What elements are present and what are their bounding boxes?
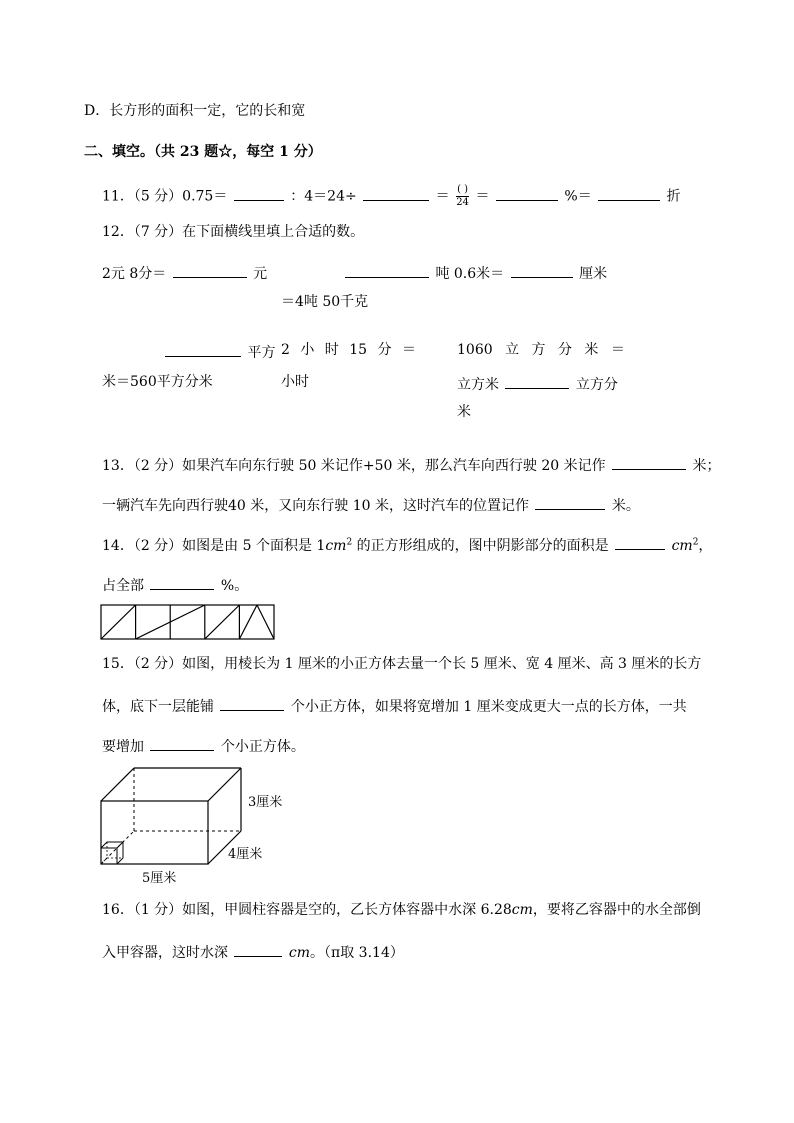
q11-blank-3[interactable] (496, 186, 558, 201)
q14-line2 (102, 575, 248, 594)
q11-fraction (456, 184, 469, 209)
q12-b-unit: 吨 0.6米＝ (435, 266, 505, 282)
q12-blank-b[interactable] (345, 263, 429, 278)
q11-blank-1[interactable] (234, 186, 284, 201)
q16-line2-a: 入甲容器，这时水深 (102, 945, 228, 961)
q13-line1-a: 13．（2 分）如果汽车向东行驶 50 米记作+50 米，那么汽车向西行驶 20 米记作 (102, 458, 606, 474)
q12-d-tail: 平方 (247, 345, 276, 361)
q15-line2 (102, 696, 687, 715)
q13-line1-b: 米； (692, 458, 721, 474)
option-d: D．长方形的面积一定，它的长和宽 (84, 103, 306, 119)
q11-colon: ：4＝24÷ (290, 188, 357, 205)
q12-f-line3: 米 (457, 404, 471, 420)
q12-e-text: 2 小 时 15 分 ＝ (281, 342, 416, 358)
q16-blank-1[interactable] (234, 942, 282, 957)
q11-blank-4[interactable] (598, 186, 660, 201)
q15-label-height: 3厘米 (248, 795, 283, 810)
q16-line1 (102, 902, 701, 918)
q14-line2-b: %。 (220, 578, 249, 594)
q12-row-a (102, 263, 267, 282)
q16-line1-a: 16．（1 分）如图，甲圆柱容器是空的，乙长方体容器中水深 6.28 (102, 902, 512, 918)
q11-frac-den: 24 (456, 197, 469, 208)
q15-cuboid-figure (96, 764, 306, 889)
q14-line1-c: ， (698, 538, 713, 554)
q11-frac-num: ( ) (457, 184, 469, 195)
q15-line2-a: 体，底下一层能铺 (102, 699, 214, 715)
q12-row-d (163, 342, 275, 361)
q15-label-length: 5厘米 (142, 871, 177, 886)
q13-line1 (102, 455, 721, 474)
q11-zhe: 折 (666, 188, 681, 205)
q12-a-unit: 元 (253, 266, 268, 282)
q14-squares-figure (100, 604, 278, 642)
q12-b-line2: ＝4吨 50千克 (281, 294, 369, 310)
q13-blank-2[interactable] (535, 495, 605, 510)
q12-row-b (343, 263, 607, 282)
q12-c-unit: 厘米 (579, 266, 608, 282)
q12-f-text: 1060 立 方 分 米 ＝ (457, 342, 625, 358)
q16-unit-2: cm (288, 945, 311, 961)
q12-f-unit: 立方分 (575, 377, 618, 393)
q13-line2-b: 米。 (611, 498, 640, 514)
q14-line1-b: 的正方形组成的，图中阴影部分的面积是 (356, 538, 609, 554)
q15-blank-2[interactable] (150, 736, 214, 751)
q16-line1-b: ，要将乙容器中的水全部倒 (532, 902, 701, 918)
q14-line1: 14．（2 分）如图是由 5 个面积是 $1cm^2$ 的正方形组成的，图中阴影部分的面积是 $cm^2$， (102, 535, 712, 554)
q15-line1: 15．（2 分）如图，用棱长为 1 厘米的小正方体去量一个长 5 厘米、宽 4 厘米、高 3 厘米的长方 (102, 656, 702, 672)
q14-blank-1[interactable] (615, 535, 665, 550)
q13-line2 (102, 495, 640, 514)
question-11 (102, 184, 681, 209)
q14-unit-1: cm (325, 538, 347, 554)
q16-line2 (102, 942, 404, 961)
q15-label-width: 4厘米 (228, 847, 263, 862)
q12-blank-d[interactable] (165, 342, 241, 357)
q12-d-line2: 米＝560平方分米 (102, 374, 213, 390)
q12-e-line2: 小时 (281, 374, 309, 390)
q15-line3 (102, 736, 305, 755)
q16-unit-1: cm (511, 902, 533, 918)
q11-prefix: 11．（5 分）0.75＝ (102, 188, 228, 205)
q15-line2-b: 个小正方体，如果将宽增加 1 厘米变成更大一点的长方体，一共 (290, 699, 687, 715)
q14-line2-a: 占全部 (102, 578, 144, 594)
q12-title: 12．（7 分）在下面横线里填上合适的数。 (102, 224, 365, 240)
q14-line1-a: 14．（2 分）如图是由 5 个面积是 1 (102, 538, 326, 554)
q12-blank-c[interactable] (511, 263, 573, 278)
q15-line3-b: 个小正方体。 (220, 739, 305, 755)
q12-blank-f[interactable] (505, 374, 569, 389)
q15-blank-1[interactable] (220, 696, 284, 711)
q16-line2-b: 。（π取 3.14） (310, 945, 404, 961)
q12-a-left: 2元 8分＝ (102, 266, 167, 282)
q13-blank-1[interactable] (612, 455, 686, 470)
section-heading: 二、填空。（共 23 题☆，每空 1 分） (84, 144, 322, 160)
q14-unit-2: cm (671, 538, 693, 554)
q11-eq1: ＝ (435, 188, 450, 205)
q11-blank-2[interactable] (363, 186, 429, 201)
q14-blank-2[interactable] (150, 575, 214, 590)
q12-row-f2 (457, 374, 618, 393)
q12-blank-a[interactable] (173, 263, 247, 278)
q15-line3-a: 要增加 (102, 739, 144, 755)
q11-eq2: ＝ (475, 188, 490, 205)
q13-line2-a: 一辆汽车先向西行驶40 米，又向东行驶 10 米，这时汽车的位置记作 (102, 498, 529, 514)
q11-pct: %＝ (564, 188, 592, 205)
q12-f-line2: 立方米 (457, 377, 499, 393)
